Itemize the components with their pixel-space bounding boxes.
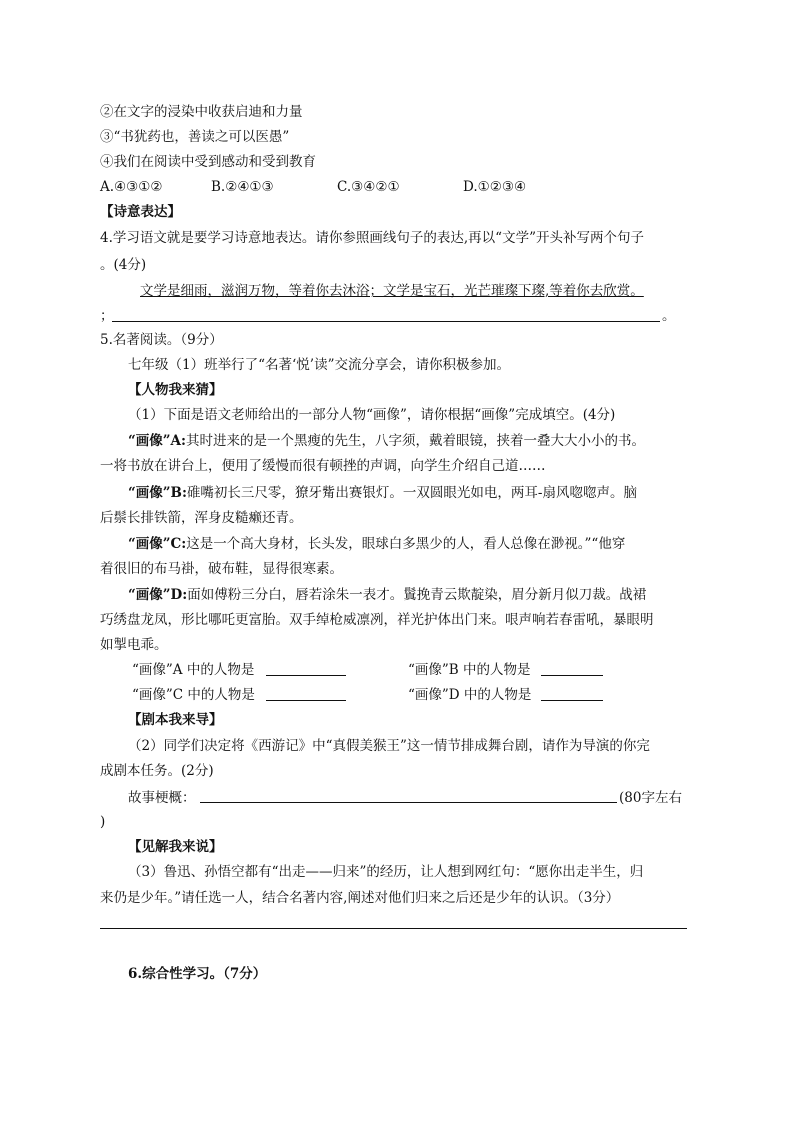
guess-question: （1）下面是语文老师给出的一部分人物“画像”，请你根据“画像”完成填空。(4分) (128, 407, 616, 423)
script-heading: 【剧本我来导】 (128, 712, 223, 728)
portrait-a-line2: 一将书放在讲台上，便用了缓慢而很有顿挫的声调，向学生介绍自己道…… (100, 458, 546, 474)
q5-title: 5.名著阅读。（9分） (100, 332, 223, 348)
portrait-b-line2: 后鬃长排铁箭，浑身皮糙癞还青。 (100, 510, 303, 526)
story-hint-close: ) (100, 814, 106, 830)
portrait-d-line3: 如掣电乖。 (100, 637, 168, 653)
q3-item-2: ②在文字的浸染中收获启迪和力量 (100, 104, 303, 120)
fill-c-blank[interactable] (266, 686, 346, 701)
q4-prompt-line1: 4.学习语文就是要学习诗意地表达。请你参照画线句子的表达,再以“文学”开头补写两个句子 (100, 230, 644, 246)
q6-title: 6.综合性学习。（7分） (128, 966, 267, 982)
q4-answer-prefix: ； (100, 308, 114, 324)
fill-b-label: “画像”B 中的人物是 (408, 662, 531, 678)
q4-prompt-line2: 。(4分) (100, 257, 147, 273)
view-question-line1: （3）鲁迅、孙悟空都有“出走——归来”的经历，让人想到网红句：“愿你出走半生，归 (128, 864, 644, 880)
q4-answer-line[interactable] (112, 321, 660, 322)
view-heading: 【见解我来说】 (128, 839, 223, 855)
view-question-line2: 来仍是少年。”请任选一人，结合名著内容,阐述对他们归来之后还是少年的认识。（3分） (100, 890, 620, 906)
q4-example-sentence: 文学是细雨，滋润万物，等着你去沐浴；文学是宝石，光芒璀璨下璨,等着你去欣赏。 (140, 283, 644, 299)
story-hint: (80字左右 (619, 790, 682, 806)
q3-option-d: D.①②③④ (463, 179, 527, 195)
q3-option-c: C.③④②① (337, 179, 400, 195)
poetic-heading: 【诗意表达】 (100, 204, 181, 220)
guess-heading: 【人物我来猜】 (128, 382, 223, 398)
portrait-b-line1: “画像”B:碓嘴初长三尺零，獠牙觜出赛银灯。一双圆眼光如电，两耳-扇风唿唿声。脑 (128, 485, 637, 501)
fill-c-label: “画像”C 中的人物是 (132, 687, 255, 703)
fill-a-blank[interactable] (266, 661, 346, 676)
q3-option-b: B.②④①③ (211, 179, 274, 195)
fill-d-blank[interactable] (541, 686, 603, 701)
script-question-line2: 成剧本任务。(2分) (100, 763, 214, 779)
portrait-c-line1: “画像”C:这是一个高大身材，长头发，眼球白多黑少的人，看人总像在渺视。”“他穿 (128, 536, 626, 552)
script-question-line1: （2）同学们决定将《西游记》中“真假美猴王”这一情节排成舞台剧，请作为导演的你完 (128, 738, 650, 754)
q3-item-3: ③“书犹药也，善读之可以医愚” (100, 129, 290, 145)
q5-intro: 七年级（1）班举行了“名著‘悦’读”交流分享会，请你积极参加。 (128, 357, 510, 373)
q4-answer-suffix: 。 (662, 308, 676, 324)
fill-a-label: “画像”A 中的人物是 (132, 662, 255, 678)
portrait-a-line1: “画像”A:其时进来的是一个黑瘦的先生，八字须，戴着眼镜，挟着一叠大大小小的书。 (128, 433, 645, 449)
q3-option-a: A.④③①② (100, 179, 163, 195)
view-answer-line[interactable] (100, 928, 687, 929)
q3-item-4: ④我们在阅读中受到感动和受到教育 (100, 154, 316, 170)
portrait-d-line2: 巧绣盘龙凤，形比哪吒更富胎。双手绰枪威凛冽，祥光护体出门来。哏声响若春雷吼，暴眼明 (100, 612, 654, 628)
portrait-c-line2: 着很旧的布马褂，破布鞋，显得很寒素。 (100, 561, 343, 577)
story-label: 故事梗概： (128, 790, 196, 806)
story-answer-line[interactable] (200, 802, 617, 803)
fill-d-label: “画像”D 中的人物是 (408, 687, 532, 703)
fill-b-blank[interactable] (541, 661, 603, 676)
portrait-d-line1: “画像”D:面如傅粉三分白，唇若涂朱一表才。鬒挽青云欺靛染，眉分新月似刀裁。战裙 (128, 587, 647, 603)
